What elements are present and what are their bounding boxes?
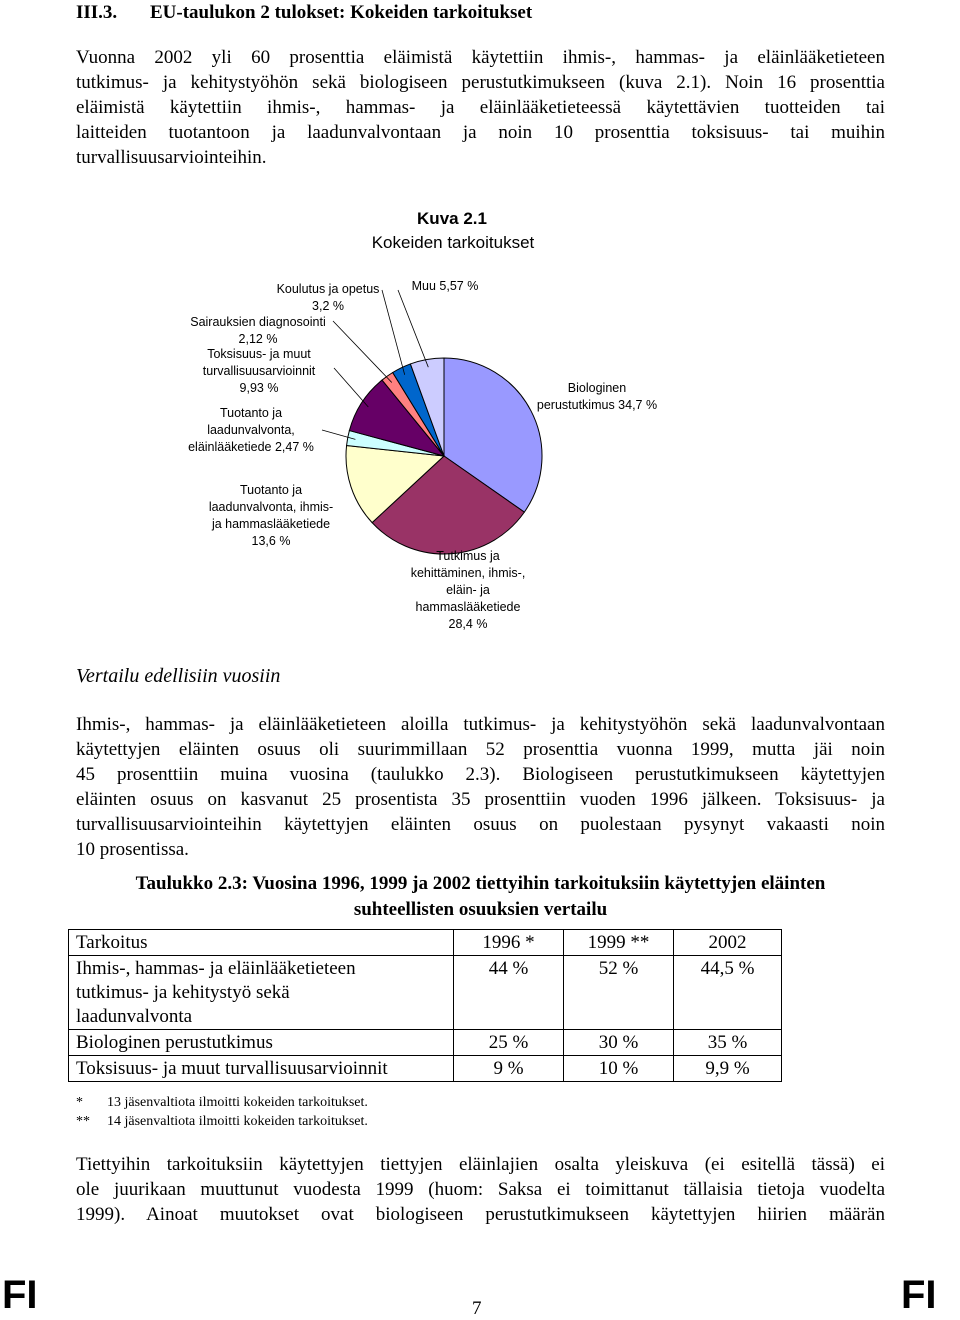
pie-slices [346, 358, 542, 554]
row-label-cell [69, 956, 454, 1030]
footnote-mark: ** [76, 1114, 90, 1129]
pie-slice-label-line: Tutkimus ja [436, 549, 500, 563]
comparison-line: turvallisuusarviointeihin käytettyjen eläinten osuus on puolestaan pysynyt vakaasti noin [76, 814, 885, 835]
pie-slice-label [190, 315, 326, 346]
intro-line: eläimistä käytettiin ihmis-, hammas- ja eläinlääketieteessä käytettävien tuotteiden tai [76, 97, 885, 118]
pie-slice-label-line: Koulutus ja opetus [276, 282, 380, 296]
pie-slice-label-line: 2,12 % [238, 332, 278, 346]
pie-slice-label-line: 13,6 % [251, 534, 291, 548]
closing-line: 1999). Ainoat muutokset ovat biologiseen perustutkimukseen käytettyjen hiirien määrän [76, 1204, 885, 1225]
header-cell: 2002 [674, 930, 782, 956]
pie-leader-line [333, 321, 392, 383]
pie-slice-label-line: Biologinen [567, 381, 627, 395]
section-title: EU-taulukon 2 tulokset: Kokeiden tarkoitukset [150, 2, 533, 23]
row-label-line: Toksisuus- ja muut turvallisuusarvioinnit [76, 1058, 388, 1079]
footnote [76, 1112, 368, 1131]
pie-slice-label-line: Toksisuus- ja muut [207, 347, 311, 361]
intro-line: Vuonna 2002 yli 60 prosenttia eläimistä käytettiin ihmis-, hammas- ja eläinlääketieteen [76, 47, 885, 68]
pie-slice-label-line: laadunvalvonta, ihmis- [208, 500, 334, 514]
comparison-line: eläinten osuus on kasvanut 25 prosentista 35 prosenttiin vuoden 1996 jälkeen. Toksisuus- ja [76, 789, 885, 810]
comparison-paragraph [76, 712, 885, 862]
comparison-line: 45 prosenttiin muina vuosina (taulukko 2.3). Biologiseen perustutkimukseen käytettyjen [76, 764, 885, 785]
row-label-line: Biologinen perustutkimus [76, 1032, 273, 1053]
pie-slice-label-line: 3,2 % [312, 299, 344, 313]
table-footnotes [76, 1093, 368, 1131]
pie-slice-label [537, 381, 657, 412]
footnote-text: 14 jäsenvaltiota ilmoitti kokeiden tarkoitukset. [107, 1114, 368, 1129]
intro-line: turvallisuusarviointeihin. [76, 147, 267, 168]
pie-chart [0, 200, 960, 640]
row-label-line: Ihmis-, hammas- ja eläinlääketieteen [76, 958, 356, 979]
comparison-line: 10 prosentissa. [76, 839, 189, 860]
value-cell: 44,5 % [674, 956, 782, 1030]
value-cell: 52 % [564, 956, 674, 1030]
table-row [69, 956, 782, 1030]
pie-slice-label [203, 347, 316, 395]
pie-slice-label-line: Muu 5,57 % [411, 279, 479, 293]
section-number: III.3. [76, 2, 118, 23]
footnote-text: 13 jäsenvaltiota ilmoitti kokeiden tarkoitukset. [107, 1095, 368, 1110]
value-cell: 30 % [564, 1030, 674, 1056]
comparison-line: käytettyjen eläinten osuus oli suurimmillaan 52 prosenttia vuonna 1999, mutta jäi noin [76, 739, 885, 760]
comparison-table [68, 929, 782, 1082]
pie-slice-label-line: Tuotanto ja [219, 406, 283, 420]
footer-language-code-left: FI [2, 1273, 38, 1317]
header-cell: Tarkoitus [69, 930, 454, 956]
footnote [76, 1093, 368, 1112]
value-cell: 9,9 % [674, 1056, 782, 1082]
value-cell: 35 % [674, 1030, 782, 1056]
pie-slice-label [209, 483, 333, 548]
footer-language-code-right: FI [901, 1273, 937, 1317]
table-header-row [69, 930, 782, 956]
pie-slice-label-line: Sairauksien diagnosointi [190, 315, 326, 329]
row-label-line: tutkimus- ja kehitystyö sekä [76, 982, 290, 1003]
closing-line: ole juurikaan muuttunut vuodesta 1999 (huom: Saksa ei toimittanut tällaisia tietoja vuodelta [76, 1179, 885, 1200]
pie-leader-line [398, 290, 428, 367]
table-title-line: Taulukko 2.3: Vuosina 1996, 1999 ja 2002 tiettyihin tarkoituksiin käytettyjen eläinten [135, 873, 826, 894]
pie-slice-label-line: 28,4 % [448, 617, 488, 631]
table-title-line: suhteellisten osuuksien vertailu [353, 899, 608, 920]
section-heading [76, 2, 532, 24]
chart-title: Kuva 2.1 [417, 209, 487, 228]
pie-slice-label-line: ja hammaslääketiede [211, 517, 331, 531]
pie-slice-label [412, 279, 479, 293]
value-cell: 10 % [564, 1056, 674, 1082]
pie-slice-label [188, 406, 314, 454]
pie-slice-label-line: perustutkimus 34,7 % [536, 398, 658, 412]
table-row [69, 1056, 782, 1082]
intro-paragraph [76, 45, 885, 170]
pie-slice-label-line: kehittäminen, ihmis-, [410, 566, 526, 580]
pie-slice-label-line: hammaslääketiede [415, 600, 521, 614]
closing-line: Tiettyihin tarkoituksiin käytettyjen tiettyjen eläinlajien osalta yleiskuva (ei esitellä tässä) ei [76, 1154, 885, 1175]
comparison-subheading: Vertailu edellisiin vuosiin [76, 665, 281, 687]
pie-leader-line [334, 368, 368, 407]
table-row [69, 1030, 782, 1056]
footnote-mark: * [76, 1095, 83, 1110]
pie-slice-label-line: eläin- ja [446, 583, 490, 597]
page-number: 7 [472, 1298, 482, 1319]
pie-slice-label [411, 549, 526, 631]
header-cell: 1996 * [454, 930, 564, 956]
pie-slice-label-line: Tuotanto ja [239, 483, 303, 497]
chart-subtitle: Kokeiden tarkoitukset [371, 233, 535, 252]
pie-chart-canvas [0, 200, 960, 640]
pie-slice-label-line: 9,93 % [239, 381, 279, 395]
intro-line: laitteiden tuotantoon ja laadunvalvontaan ja noin 10 prosenttia toksisuus- tai muihin [76, 122, 885, 143]
pie-slice-label-line: turvallisuusarvioinnit [202, 364, 316, 378]
comparison-line: Ihmis-, hammas- ja eläinlääketieteen aloilla tutkimus- ja kehitystyöhön sekä laadunvalvontaan [76, 714, 885, 735]
row-label-line: laadunvalvonta [76, 1006, 193, 1027]
row-label-cell [69, 1056, 454, 1082]
header-cell: 1999 ** [564, 930, 674, 956]
row-label-cell [69, 1030, 454, 1056]
value-cell: 44 % [454, 956, 564, 1030]
value-cell: 9 % [454, 1056, 564, 1082]
pie-slice-label-line: eläinlääketiede 2,47 % [188, 440, 314, 454]
intro-line: tutkimus- ja kehitystyöhön sekä biologiseen perustutkimukseen (kuva 2.1). Noin 16 prosenttia [76, 72, 885, 93]
value-cell: 25 % [454, 1030, 564, 1056]
closing-paragraph [76, 1152, 885, 1227]
table-title [76, 871, 885, 923]
pie-leader-line [382, 290, 405, 375]
pie-slice-label-line: laadunvalvonta, [207, 423, 295, 437]
pie-slice-label [277, 282, 380, 313]
